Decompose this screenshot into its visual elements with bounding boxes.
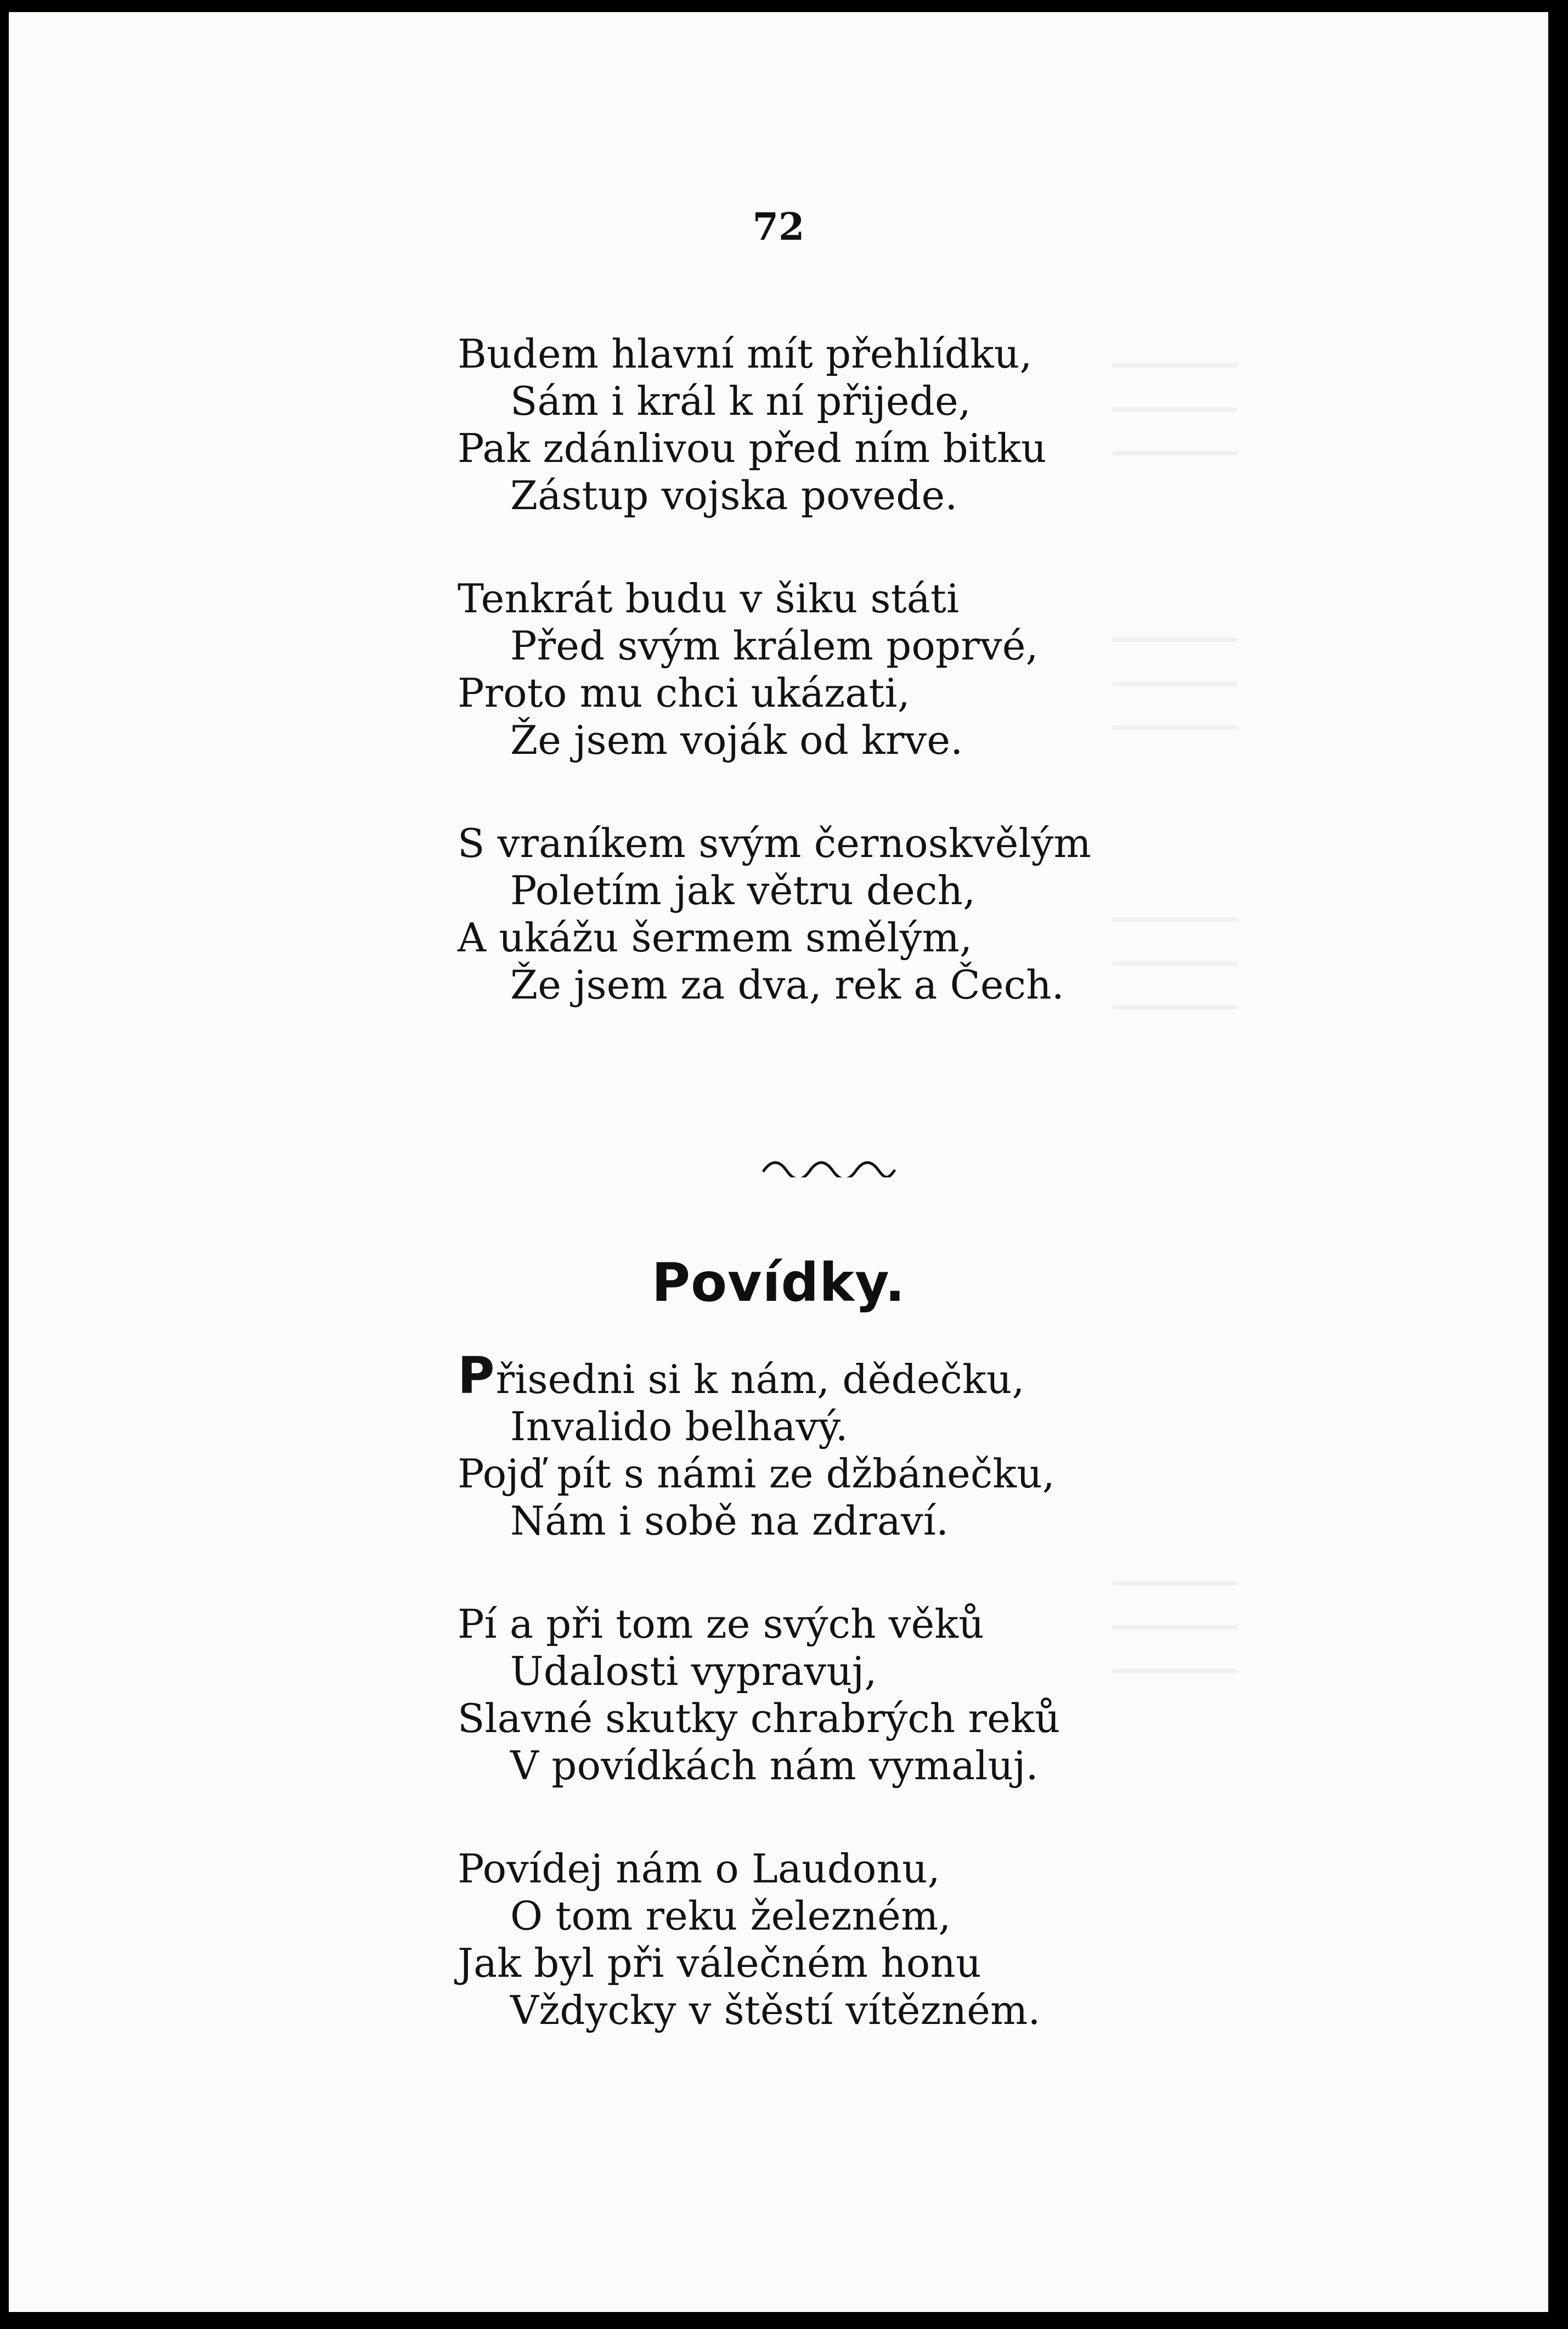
- verse-line: Pí a při tom ze svých věků: [458, 1601, 984, 1647]
- verse-line: Udalosti vypravuj,: [510, 1648, 877, 1694]
- verse-line: Že jsem za dva, rek a Čech.: [510, 962, 1064, 1008]
- verse-line: Před svým králem poprvé,: [510, 623, 1039, 669]
- poem-one-stanza: [458, 820, 1281, 1008]
- section-title: Povídky.: [651, 1252, 906, 1313]
- page-number: 72: [752, 205, 805, 249]
- verse-line: Povídej nám o Laudonu,: [458, 1846, 940, 1892]
- verse-line: Nám i sobě na zdraví.: [510, 1498, 949, 1544]
- verse-line: Budem hlavní mít přehlídku,: [458, 331, 1033, 377]
- verse-line: Pojď pít s námi ze džbánečku,: [458, 1451, 1055, 1497]
- drop-cap: P: [458, 1346, 495, 1405]
- poem-one-stanza: [458, 575, 1281, 764]
- book-page: [9, 12, 1548, 2312]
- verse-line-rest: řisedni si k nám, dědečku,: [495, 1356, 1025, 1402]
- section-divider-ornament: [762, 1158, 896, 1177]
- verse-line: O tom reku železném,: [510, 1893, 951, 1939]
- verse-line: Vždycky v štěstí vítězném.: [510, 1987, 1041, 2033]
- verse-line: Tenkrát budu v šiku státi: [458, 576, 960, 622]
- verse-line: Zástup vojska povede.: [510, 472, 958, 518]
- verse-line: Invalido belhavý.: [510, 1403, 848, 1450]
- poem-two-stanza: [458, 1346, 1281, 1544]
- poem-one-stanza: [458, 330, 1281, 519]
- poem-two-stanza: [458, 1845, 1281, 2034]
- verse-line: Sám i král k ní přijede,: [510, 378, 971, 424]
- poem-two-stanza: [458, 1600, 1281, 1789]
- verse-line: Slavné skutky chrabrých reků: [458, 1695, 1061, 1741]
- verse-line: [458, 1346, 1281, 1405]
- verse-line: Jak byl při válečném honu: [458, 1940, 982, 1986]
- verse-line: A ukážu šermem smělým,: [458, 915, 973, 961]
- poem-two: [458, 1346, 1281, 2090]
- verse-line: S vraníkem svým černoskvělým: [458, 820, 1091, 866]
- verse-line: V povídkách nám vymaluj.: [510, 1742, 1039, 1789]
- verse-line: Poletím jak větru dech,: [510, 867, 976, 913]
- verse-line: Proto mu chci ukázati,: [458, 670, 910, 716]
- verse-line: Pak zdánlivou před ním bitku: [458, 425, 1047, 471]
- poem-one: [458, 330, 1281, 1064]
- verse-line: Že jsem voják od krve.: [510, 717, 963, 763]
